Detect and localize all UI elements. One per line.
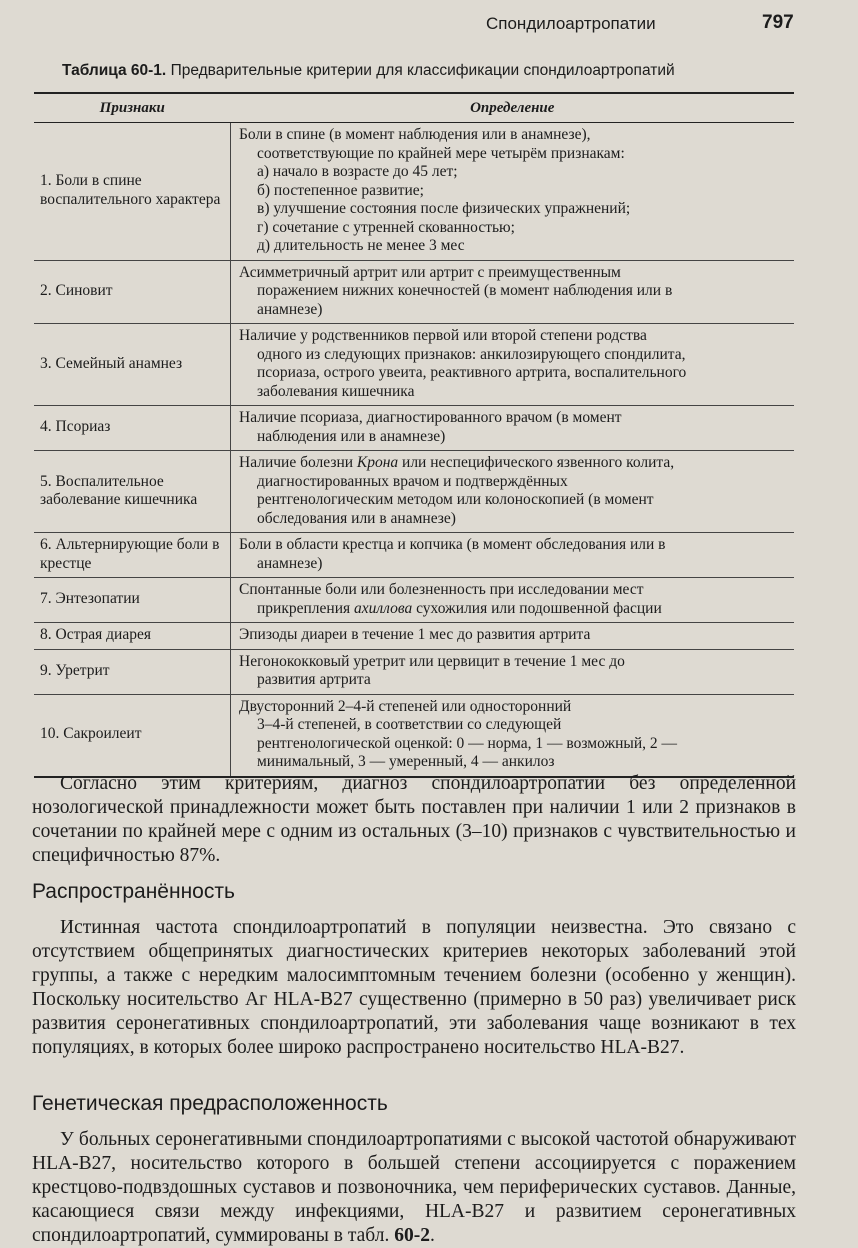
- table-caption: [62, 62, 802, 80]
- row-definition: [231, 533, 795, 578]
- row-sign: 5. Воспалительное заболевание кишечника: [34, 451, 231, 533]
- definition-line: заболевания кишечника: [257, 382, 415, 400]
- definition-line: минимальный, 3 — умеренный, 4 — анкилоз: [257, 753, 555, 770]
- definition-line: б) постепенное развитие;: [257, 181, 424, 199]
- table-row: [34, 451, 794, 533]
- definition-line: Наличие у родственников первой или второй степени родства: [239, 327, 647, 344]
- prevalence-paragraph: [32, 916, 796, 1060]
- definition-line: д) длительность не менее 3 мес: [257, 237, 465, 254]
- definition-line: развития артрита: [257, 671, 371, 688]
- row-definition: [231, 324, 795, 406]
- table-row: [34, 623, 794, 650]
- definition-line: Асимметричный артрит или артрит с преимущественным: [239, 263, 621, 281]
- table-row: [34, 406, 794, 451]
- row-definition: [231, 406, 795, 451]
- table-reference: 60-2: [394, 1225, 430, 1246]
- row-definition: [231, 123, 795, 261]
- definition-line: рентгенологической оценкой: 0 — норма, 1 — возможный, 2 —: [257, 734, 678, 752]
- prevalence-text: Истинная частота спондилоартропатий в популяции неизвестна. Это связано с отсутствием общепринятых диагностических критериев некоторых заболеваний этой группы, а также с нередким малосимптомным течением болезни (особенно у женщин). Поскольку носительство Аг HLA-B27 существенно (примерно в 50 раз) увеличивает риск развития серонегативных спондилоартропатий, эти заболевания чаще возникают в тех популяциях, в которых более широко распространено носительство HLA-B27.: [32, 917, 796, 1058]
- running-title: Спондилоартропатии: [486, 14, 656, 33]
- criteria-table: [34, 92, 794, 778]
- definition-line-start: прикрепления: [257, 599, 355, 617]
- definition-line: диагностированных врачом и подтверждённых: [257, 472, 568, 490]
- table-row: [34, 578, 794, 623]
- intro-text: Согласно этим критериям, диагноз спондилоартропатии без определённой нозологической принадлежности может быть поставлен при наличии 1 или 2 признаков в сочетании по крайней мере с одним из остальных (3–10) признаков с чувствительностью и специфичностью 87%.: [32, 773, 796, 866]
- genetic-text-end: .: [429, 1225, 435, 1246]
- page-number: 797: [762, 12, 794, 33]
- definition-italic-term: Крона: [356, 454, 399, 471]
- definition-line-end: или неспецифического язвенного колита,: [398, 454, 675, 471]
- definition-line: Эпизоды диареи в течение 1 мес до развития артрита: [239, 626, 591, 643]
- definition-line: соответствующие по крайней мере четырём признакам:: [257, 144, 625, 162]
- row-sign: 1. Боли в спине воспалительного характера: [34, 123, 231, 261]
- definition-line-start: Наличие болезни: [239, 454, 357, 471]
- table-row: [34, 123, 794, 261]
- row-definition: [231, 451, 795, 533]
- definition-line: [239, 600, 788, 619]
- table-caption-text: Предварительные критерии для классификации спондилоартропатий: [170, 62, 675, 79]
- row-definition: [231, 578, 795, 623]
- definition-line: Спонтанные боли или болезненность при исследовании мест: [239, 581, 644, 598]
- row-definition: [231, 649, 795, 694]
- genetic-paragraph: [32, 1128, 796, 1248]
- definition-line: рентгенологическим методом или колоноскопией (в момент: [257, 491, 654, 508]
- row-sign: 4. Псориаз: [34, 406, 231, 451]
- genetic-heading: Генетическая предрасположенность: [32, 1092, 388, 1115]
- table-row: [34, 533, 794, 578]
- row-definition: [231, 260, 795, 324]
- definition-line: а) начало в возрасте до 45 лет;: [257, 163, 458, 180]
- page-header: [0, 12, 858, 42]
- genetic-text-main: У больных серонегативными спондилоартропатиями с высокой частотой обнаруживают HLA-B27, носительство которого в большей степени ассоциируется с поражением крестцово-подвздошных суставов и позвоночника, чем периферических суставов. Данные, касающиеся связи между инфекциями, HLA-B27 и развитием серонегативных спондилоартропатий, суммированы в табл.: [32, 1129, 796, 1246]
- definition-line: Боли в спине (в момент наблюдения или в анамнезе),: [239, 126, 591, 143]
- row-sign: 6. Альтернирующие боли в крестце: [34, 533, 231, 578]
- definition-line: г) сочетание с утренней скованностью;: [257, 218, 515, 236]
- table-row: [34, 649, 794, 694]
- row-sign: 3. Семейный анамнез: [34, 324, 231, 406]
- definition-line: анамнезе): [257, 300, 323, 318]
- definition-line: псориаза, острого увеита, реактивного артрита, воспалительного: [257, 364, 687, 381]
- definition-line: обследования или в анамнезе): [257, 509, 456, 527]
- row-sign: 7. Энтезопатии: [34, 578, 231, 623]
- row-sign: 2. Синовит: [34, 260, 231, 324]
- header-definition: Определение: [231, 93, 795, 123]
- definition-line: анамнезе): [257, 554, 323, 572]
- table-row: [34, 260, 794, 324]
- row-sign: 10. Сакроилеит: [34, 694, 231, 777]
- definition-line: Боли в области крестца и копчика (в момент обследования или в: [239, 536, 666, 553]
- definition-line-end: сухожилия или подошвенной фасции: [412, 599, 662, 617]
- definition-line: Двусторонний 2–4-й степеней или односторонний: [239, 697, 572, 715]
- definition-line: наблюдения или в анамнезе): [257, 427, 446, 445]
- table-row: [34, 324, 794, 406]
- table-caption-label: Таблица 60-1.: [62, 62, 167, 79]
- genetic-text: [32, 1128, 796, 1248]
- header-sign: Признаки: [34, 93, 231, 123]
- definition-line: одного из следующих признаков: анкилозирующего спондилита,: [257, 345, 686, 363]
- table-header-row: [34, 93, 794, 123]
- definition-line: поражением нижних конечностей (в момент наблюдения или в: [257, 282, 673, 299]
- definition-line: в) улучшение состояния после физических упражнений;: [257, 200, 631, 217]
- row-sign: 9. Уретрит: [34, 649, 231, 694]
- definition-italic-term: ахиллова: [354, 599, 413, 617]
- row-definition: [231, 623, 795, 650]
- definition-line: Наличие псориаза, диагностированного врачом (в момент: [239, 409, 622, 426]
- definition-line: Негонококковый уретрит или цервицит в течение 1 мес до: [239, 652, 625, 670]
- intro-paragraph: [32, 772, 796, 868]
- prevalence-heading: Распространённость: [32, 880, 235, 903]
- definition-line: [239, 454, 788, 473]
- row-definition: [231, 694, 795, 777]
- row-sign: 8. Острая диарея: [34, 623, 231, 650]
- table-row: [34, 694, 794, 777]
- definition-line: 3–4-й степеней, в соответствии со следующей: [257, 716, 562, 733]
